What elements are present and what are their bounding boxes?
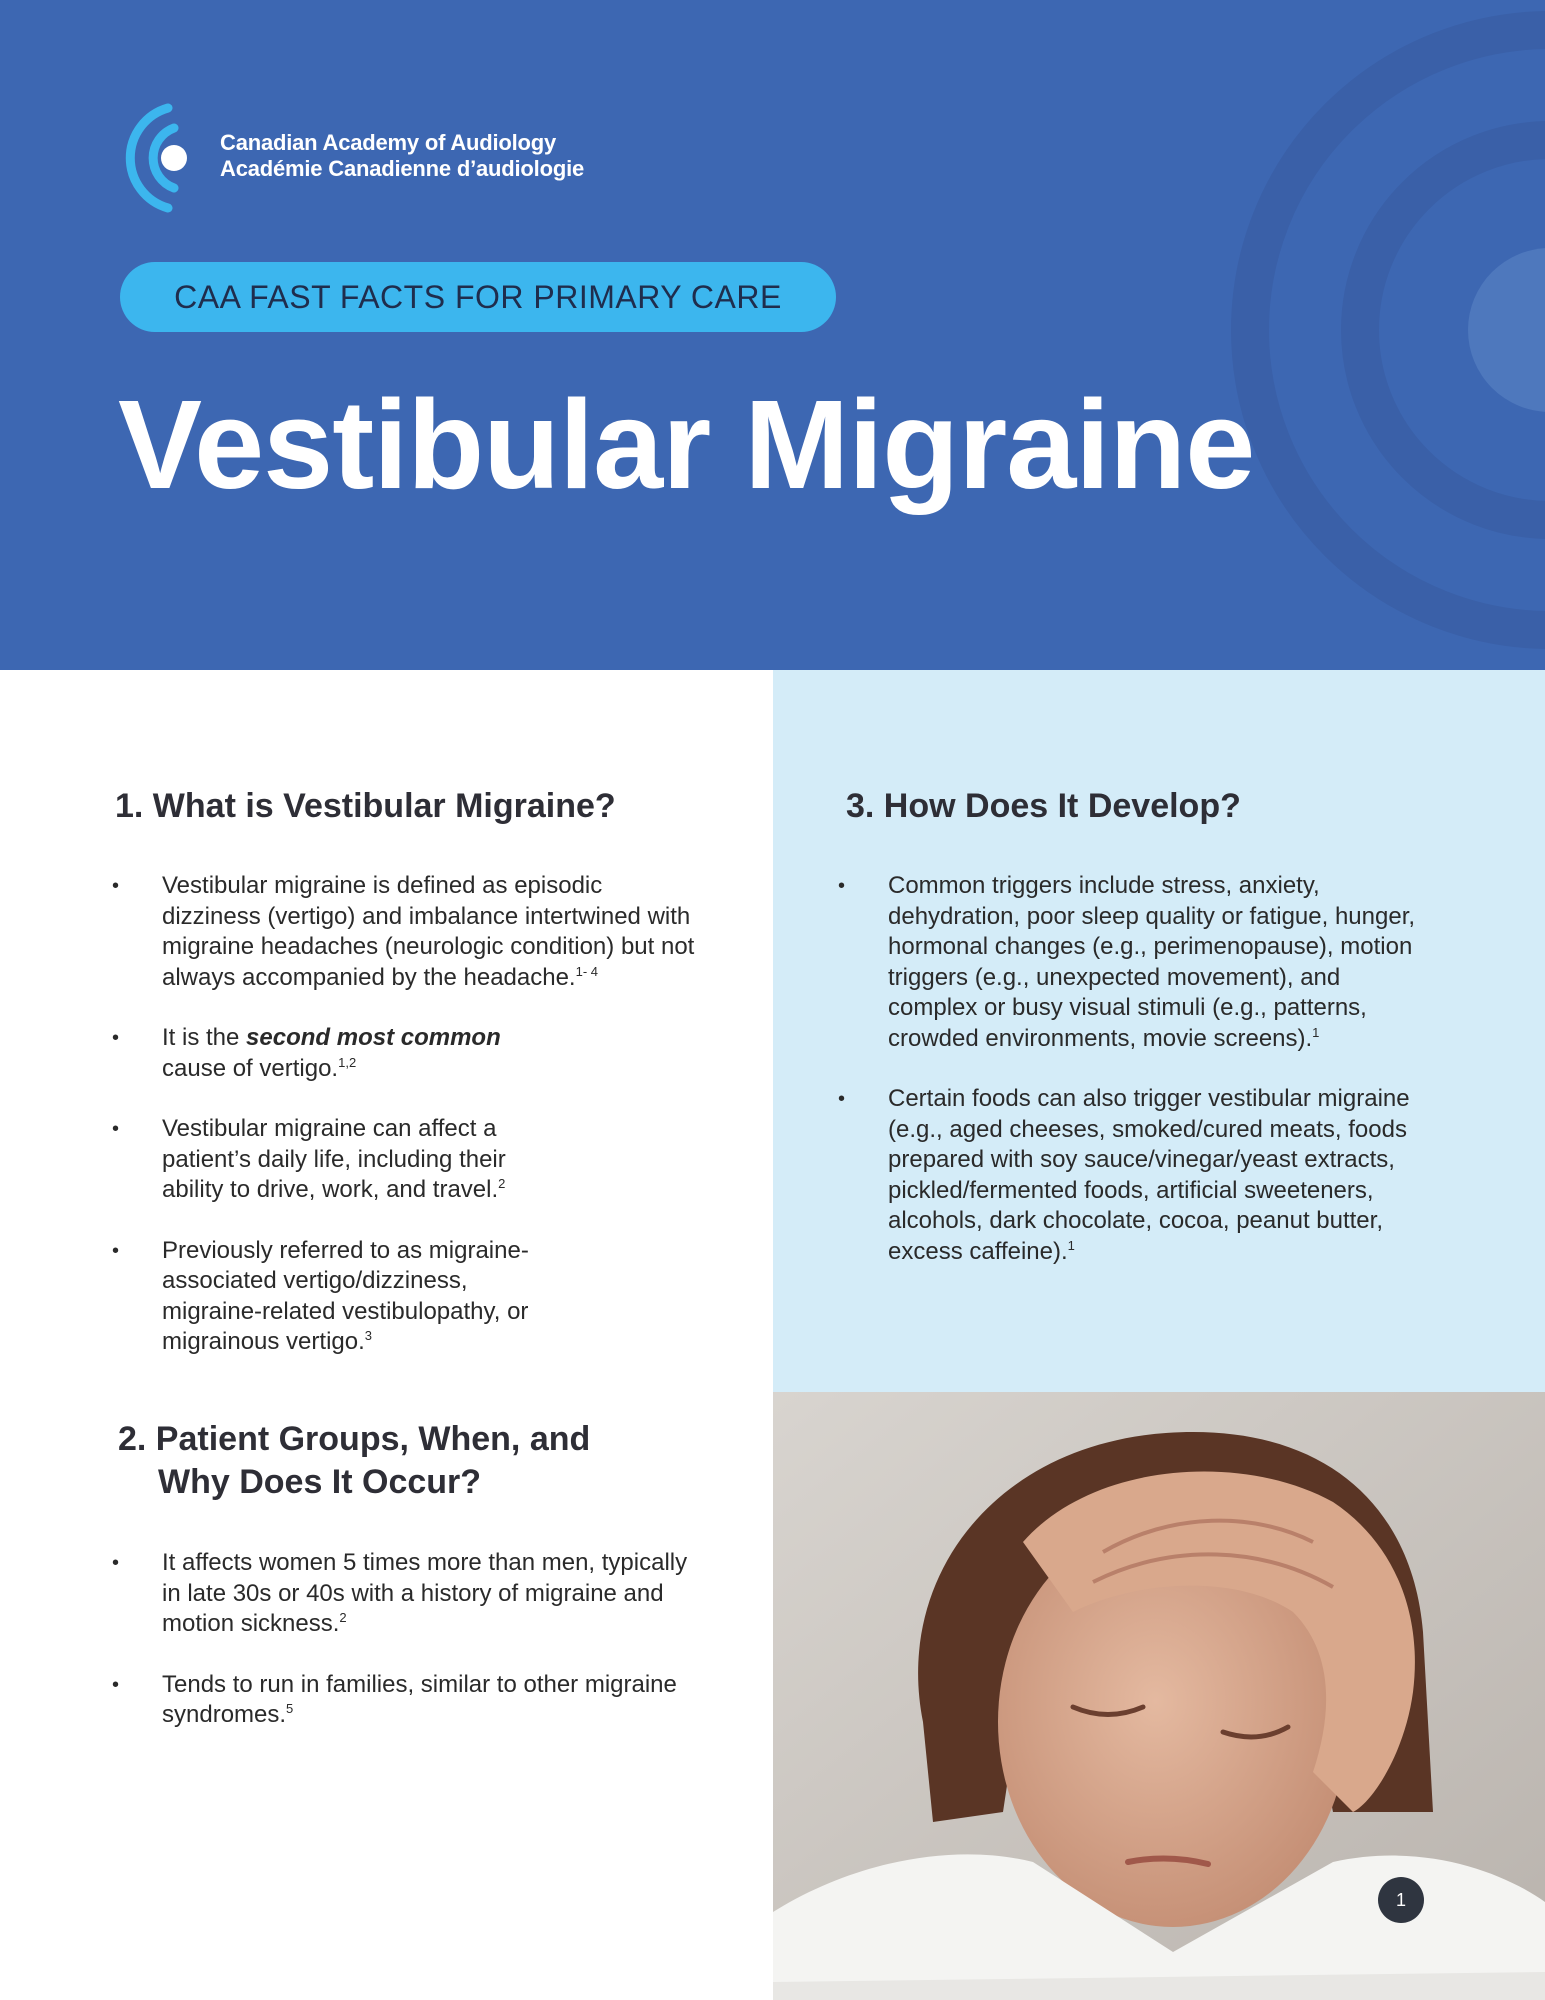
bullet-icon: • xyxy=(112,1027,120,1049)
bullet-icon: • xyxy=(838,1088,846,1110)
page-title: Vestibular Migraine xyxy=(118,374,1255,515)
caa-logo-icon xyxy=(112,98,202,218)
page-number: 1 xyxy=(1378,1877,1424,1923)
bullet-icon: • xyxy=(838,875,846,897)
bullet-icon: • xyxy=(112,875,120,897)
decorative-rings xyxy=(0,0,1545,670)
bullet-icon: • xyxy=(112,1118,120,1140)
list-item: • Previously referred to as migraine-associated vertigo/dizziness, migraine-related vestibulopathy, or migrainous vertigo.$^3$ xyxy=(112,1236,529,1355)
header-banner xyxy=(0,0,1545,670)
section1-heading: 1. What is Vestibular Migraine? xyxy=(115,787,616,825)
list-item: • It affects women 5 times more than men, typically in late 30s or 40s with a history of migraine and motion sickness.$^2$ xyxy=(112,1549,688,1637)
section1-list xyxy=(112,871,702,1388)
fast-facts-tag: CAA FAST FACTS FOR PRIMARY CARE xyxy=(120,262,836,332)
list-item: • It is the second most common cause of vertigo.$^{1,2}$ xyxy=(112,1024,501,1082)
list-item: • Certain foods can also trigger vestibular migraine (e.g., aged cheeses, smoked/cured meats, foods prepared with soy sauce/vinegar/yeast extracts, pickled/fermented foods, artificial sweeteners, alcohols, dark chocolate, cocoa, peanut butter, excess caffeine).$^1$ xyxy=(838,1085,1410,1265)
photo-illustration xyxy=(773,1392,1545,2000)
section3-heading: 3. How Does It Develop? xyxy=(846,787,1241,825)
section3-list xyxy=(838,871,1420,1297)
list-item: • Vestibular migraine is defined as episodic dizziness (vertigo) and imbalance intertwined with migraine headaches (neurologic condition) but not always accompanied by the headache.$^{1- 4}$ xyxy=(112,872,695,991)
bullet-icon: • xyxy=(112,1673,120,1696)
section2-list xyxy=(112,1548,712,1761)
list-item: • Common triggers include stress, anxiety, dehydration, poor sleep quality or fatigue, hunger, hormonal changes (e.g., perimenopause), motion triggers (e.g., unexpected movement), and complex or busy visual stimuli (e.g., patterns, crowded environments, movie screens).$^1$ xyxy=(838,872,1416,1052)
emphasis-text: second most common xyxy=(246,1024,501,1051)
list-item: • Tends to run in families, similar to other migraine syndromes.$^5$ xyxy=(112,1670,677,1728)
bullet-icon: • xyxy=(112,1239,120,1262)
organization-name-en: Canadian Academy of Audiology xyxy=(220,130,557,155)
section2-heading: 2. Patient Groups, When, and Why Does It Occur? xyxy=(118,1420,591,1501)
organization-name-fr: Académie Canadienne d’audiologie xyxy=(220,156,585,181)
bullet-icon: • xyxy=(112,1552,120,1574)
list-item: • Vestibular migraine can affect a patient’s daily life, including their ability to drive, work, and travel.$^2$ xyxy=(112,1115,506,1203)
organization-name xyxy=(220,130,584,182)
woman-with-headache-photo xyxy=(773,1392,1545,2000)
